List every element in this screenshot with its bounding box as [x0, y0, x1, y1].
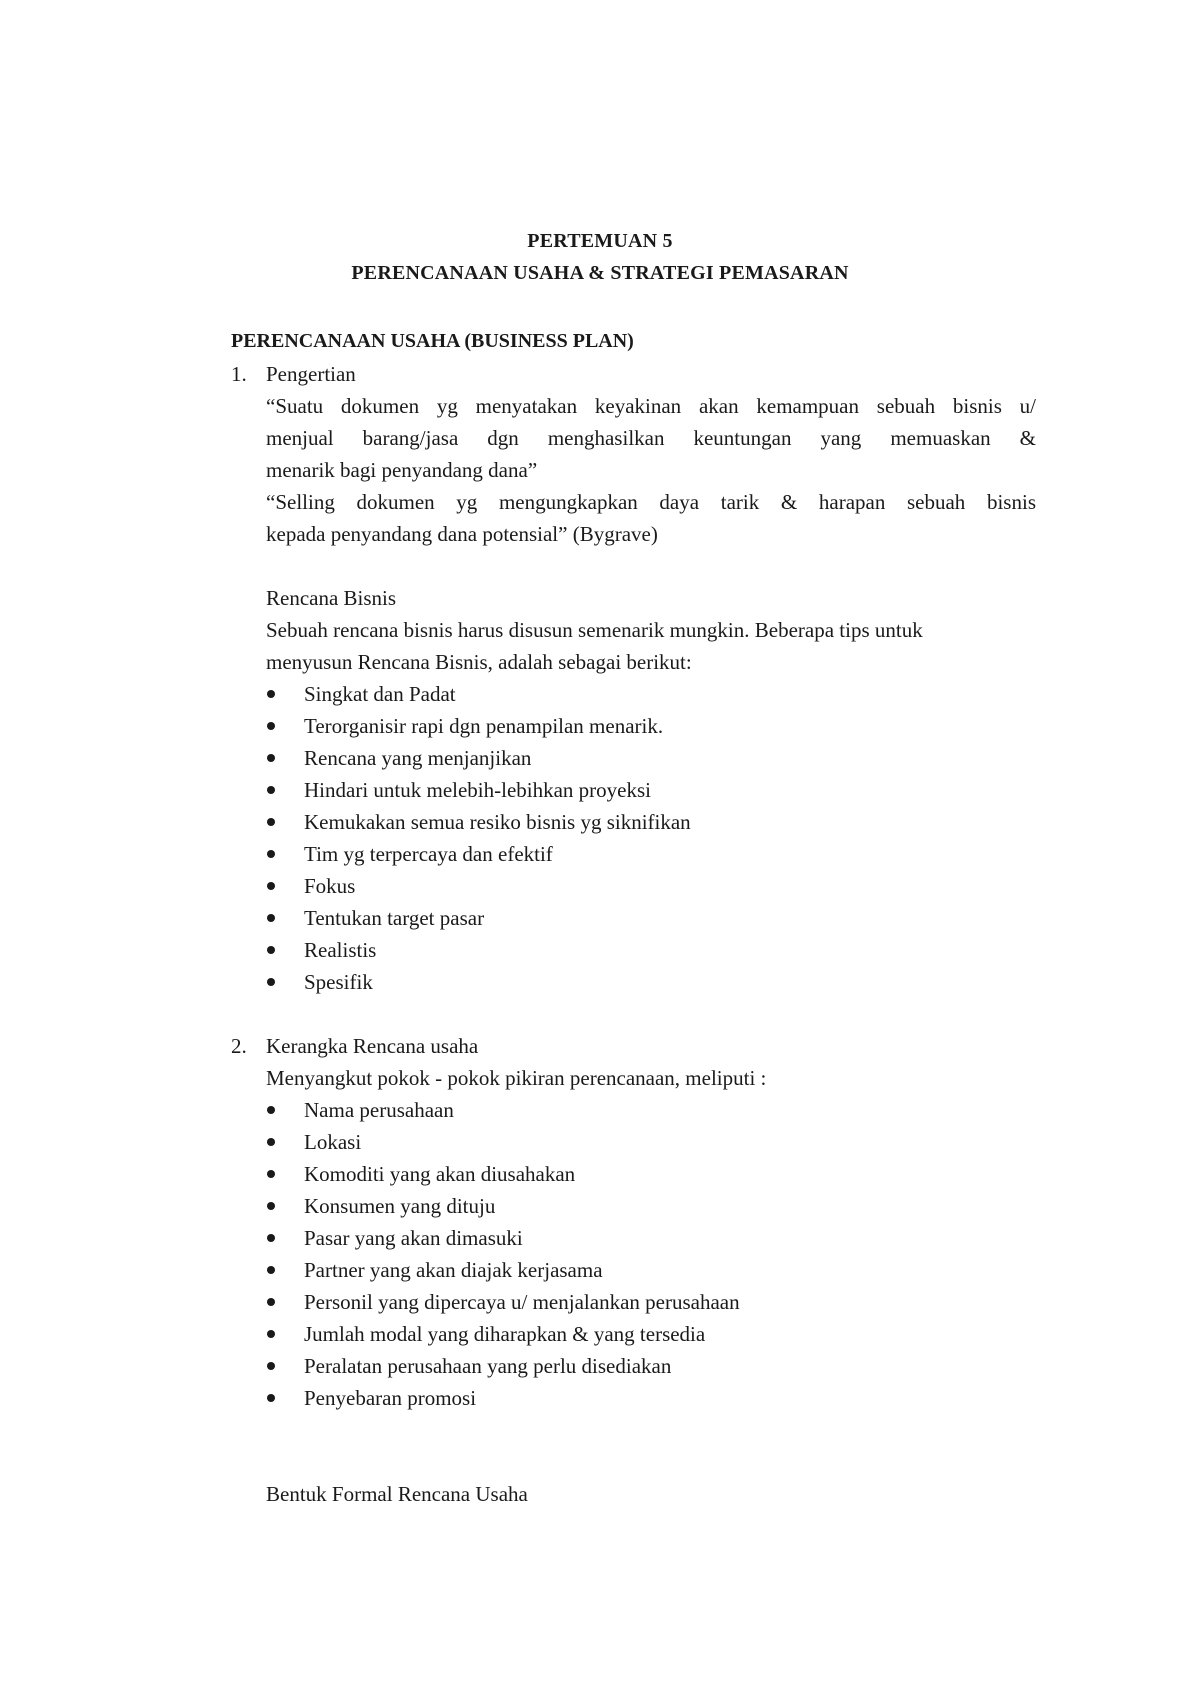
quote1-line-3: menarik bagi penyandang dana” — [266, 458, 538, 482]
page-subtitle: PERENCANAAN USAHA & STRATEGI PEMASARAN — [351, 262, 849, 284]
bullet-icon — [267, 1234, 275, 1242]
quote1-line-1: “Suatu dokumen yg menyatakan keyakinan akan kemampuan sebuah bisnis u/ — [266, 394, 1036, 418]
list-item: Pasar yang akan dimasuki — [266, 1222, 740, 1254]
bullet-icon — [267, 1266, 275, 1274]
section-heading: PERENCANAAN USAHA (BUSINESS PLAN) — [231, 330, 634, 352]
list-item: Tim yg terpercaya dan efektif — [266, 838, 691, 870]
rencana-intro-line-2: menyusun Rencana Bisnis, adalah sebagai berikut: — [266, 650, 692, 674]
list-item: Jumlah modal yang diharapkan & yang tersedia — [266, 1318, 740, 1350]
list-item: Singkat dan Padat — [266, 678, 691, 710]
quote1-line-2: menjual barang/jasa dgn menghasilkan keuntungan yang memuaskan & — [266, 426, 1036, 450]
bullet-icon — [267, 946, 275, 954]
quote2-line-2: kepada penyandang dana potensial” (Bygrave) — [266, 522, 658, 546]
list-item: Konsumen yang dituju — [266, 1190, 740, 1222]
list-item: Realistis — [266, 934, 691, 966]
bullet-icon — [267, 818, 275, 826]
item1-number: 1. — [231, 362, 247, 386]
list-item: Tentukan target pasar — [266, 902, 691, 934]
list-item: Terorganisir rapi dgn penampilan menarik. — [266, 710, 691, 742]
formal-plan-heading: Bentuk Formal Rencana Usaha — [266, 1482, 528, 1506]
list-item: Komoditi yang akan diusahakan — [266, 1158, 740, 1190]
rencana-intro-line-1: Sebuah rencana bisnis harus disusun semenarik mungkin. Beberapa tips untuk — [266, 618, 923, 642]
list-item: Lokasi — [266, 1126, 740, 1158]
bullet-icon — [267, 1394, 275, 1402]
kerangka-list — [266, 1094, 740, 1414]
list-item: Peralatan perusahaan yang perlu disediakan — [266, 1350, 740, 1382]
bullet-icon — [267, 754, 275, 762]
item1-title: Pengertian — [266, 362, 356, 386]
list-item: Spesifik — [266, 966, 691, 998]
bullet-icon — [267, 690, 275, 698]
bullet-icon — [267, 978, 275, 986]
list-item: Hindari untuk melebih-lebihkan proyeksi — [266, 774, 691, 806]
bullet-icon — [267, 1330, 275, 1338]
bullet-icon — [267, 882, 275, 890]
bullet-icon — [267, 1362, 275, 1370]
bullet-icon — [267, 1138, 275, 1146]
list-item: Personil yang dipercaya u/ menjalankan perusahaan — [266, 1286, 740, 1318]
list-item: Penyebaran promosi — [266, 1382, 740, 1414]
item2-intro: Menyangkut pokok - pokok pikiran perencanaan, meliputi : — [266, 1066, 767, 1090]
item2-title: Kerangka Rencana usaha — [266, 1034, 479, 1058]
page-title: PERTEMUAN 5 — [527, 230, 673, 252]
list-item: Kemukakan semua resiko bisnis yg siknifikan — [266, 806, 691, 838]
bullet-icon — [267, 914, 275, 922]
bullet-icon — [267, 1106, 275, 1114]
list-item: Nama perusahaan — [266, 1094, 740, 1126]
item2-number: 2. — [231, 1034, 247, 1058]
bullet-icon — [267, 1170, 275, 1178]
bullet-icon — [267, 722, 275, 730]
list-item: Rencana yang menjanjikan — [266, 742, 691, 774]
bullet-icon — [267, 786, 275, 794]
quote2-line-1: “Selling dokumen yg mengungkapkan daya tarik & harapan sebuah bisnis — [266, 490, 1036, 514]
list-item: Fokus — [266, 870, 691, 902]
bullet-icon — [267, 1202, 275, 1210]
bullet-icon — [267, 850, 275, 858]
rencana-bisnis-title: Rencana Bisnis — [266, 586, 397, 610]
tips-list — [266, 678, 691, 998]
list-item: Partner yang akan diajak kerjasama — [266, 1254, 740, 1286]
bullet-icon — [267, 1298, 275, 1306]
